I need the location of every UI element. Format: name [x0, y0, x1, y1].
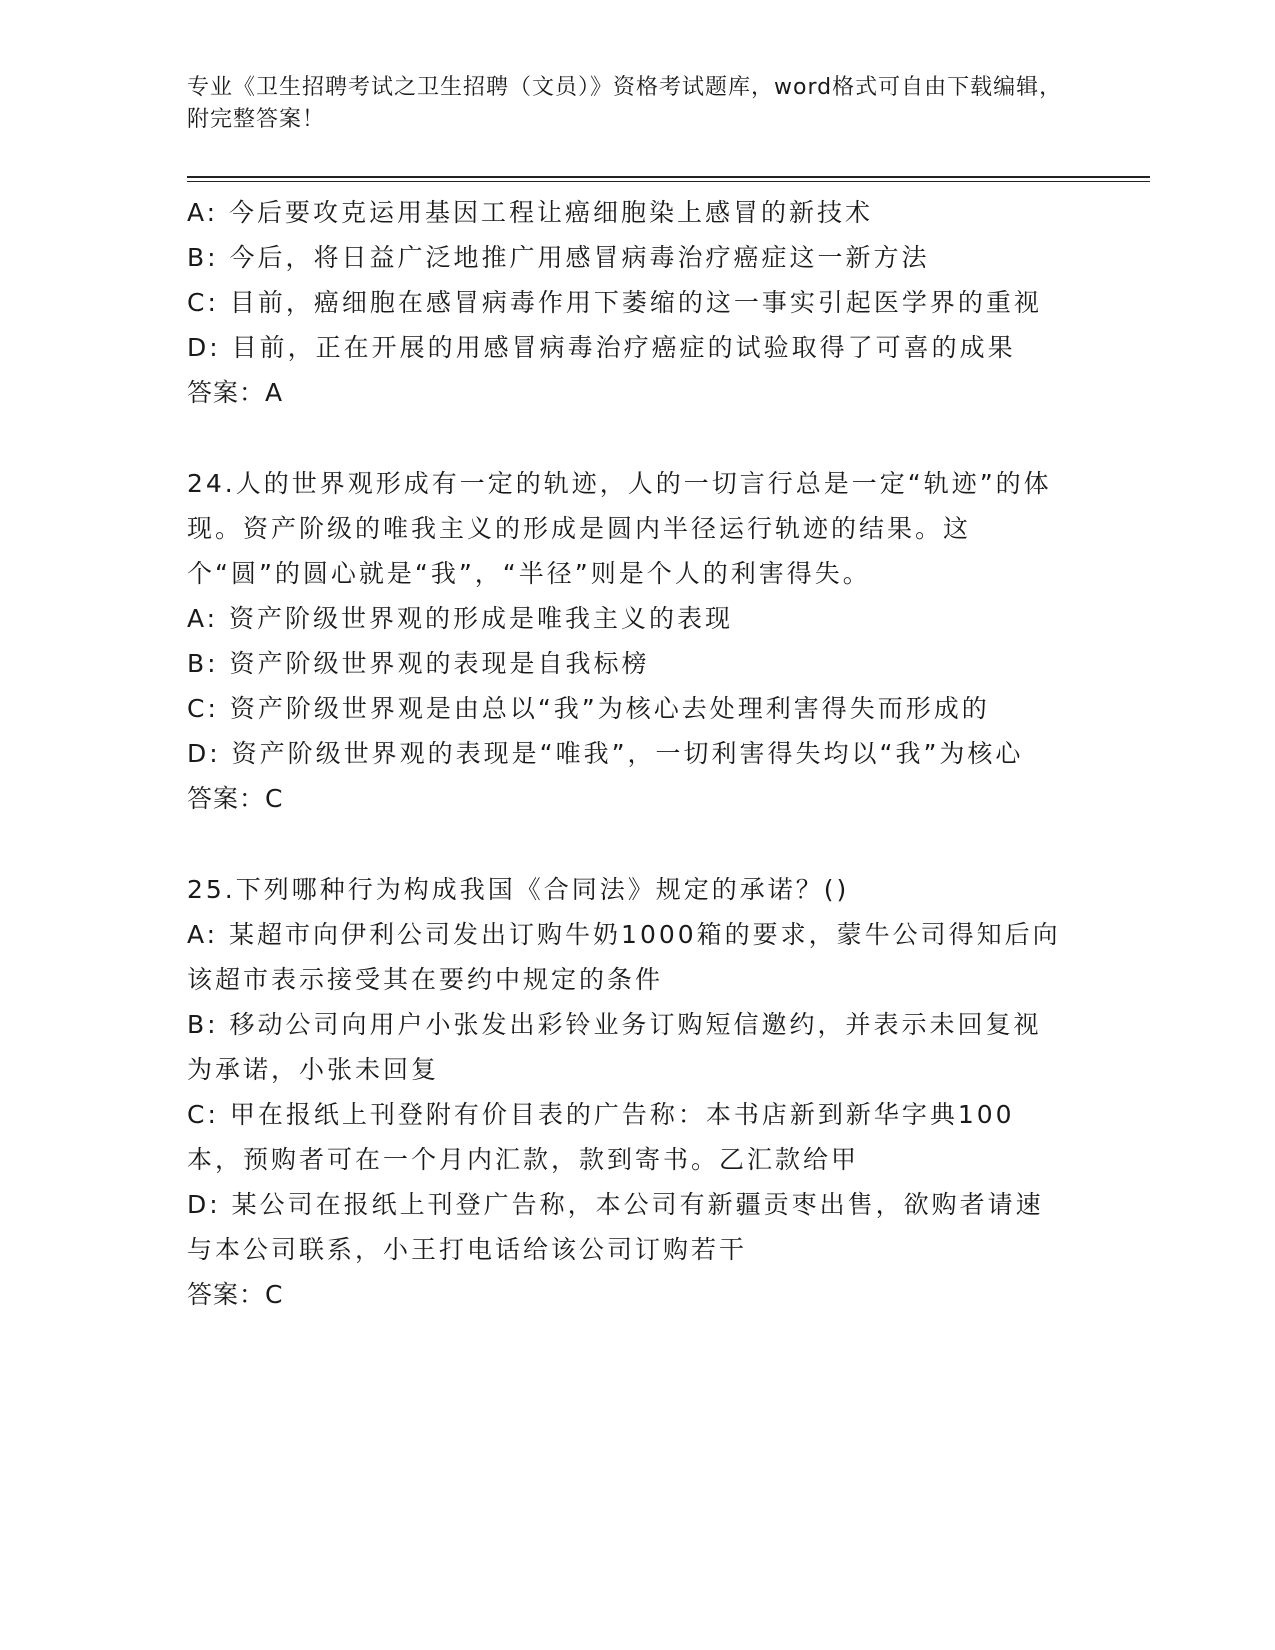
option-a: A: 某超市向伊利公司发出订购牛奶1000箱的要求，蒙牛公司得知后向该超市表示接受其在要约中规定的条件	[187, 920, 1061, 994]
question-25	[187, 867, 1067, 1317]
question-stem: 25.下列哪种行为构成我国《合同法》规定的承诺？()	[187, 875, 850, 904]
option-b: B: 移动公司向用户小张发出彩铃业务订购短信邀约，并表示未回复视为承诺，小张未回复	[187, 1010, 1042, 1084]
option-d: D: 目前，正在开展的用感冒病毒治疗癌症的试验取得了可喜的成果	[187, 333, 1016, 362]
header-divider	[187, 176, 1150, 182]
answer-line: 答案：A	[187, 378, 284, 407]
spacer	[187, 415, 1067, 461]
answer-line: 答案：C	[187, 784, 284, 813]
option-b: B: 资产阶级世界观的表现是自我标榜	[187, 649, 650, 678]
question-content	[187, 190, 1067, 1317]
answer-line: 答案：C	[187, 1280, 284, 1309]
previous-question	[187, 190, 1067, 415]
option-d: D: 某公司在报纸上刊登广告称，本公司有新疆贡枣出售，欲购者请速与本公司联系，小王打电话给该公司订购若干	[187, 1190, 1044, 1264]
option-b: B: 今后，将日益广泛地推广用感冒病毒治疗癌症这一新方法	[187, 243, 930, 272]
option-c: C: 资产阶级世界观是由总以“我”为核心去处理利害得失而形成的	[187, 694, 990, 723]
option-a: A: 资产阶级世界观的形成是唯我主义的表现	[187, 604, 734, 633]
question-stem: 24.人的世界观形成有一定的轨迹，人的一切言行总是一定“轨迹”的体现。资产阶级的唯我主义的形成是圆内半径运行轨迹的结果。这个“圆”的圆心就是“我”，“半径”则是个人的利害得失。	[187, 469, 1052, 588]
option-d: D: 资产阶级世界观的表现是“唯我”，一切利害得失均以“我”为核心	[187, 739, 1024, 768]
option-c: C: 目前，癌细胞在感冒病毒作用下萎缩的这一事实引起医学界的重视	[187, 288, 1042, 317]
document-header	[187, 72, 1067, 136]
spacer	[187, 821, 1067, 867]
header-title: 专业《卫生招聘考试之卫生招聘（文员）》资格考试题库，word格式可自由下载编辑，附完整答案！	[187, 75, 1063, 132]
option-c: C: 甲在报纸上刊登附有价目表的广告称：本书店新到新华字典100本，预购者可在一个月内汇款，款到寄书。乙汇款给甲	[187, 1100, 1015, 1174]
question-24	[187, 461, 1067, 821]
option-a: A: 今后要攻克运用基因工程让癌细胞染上感冒的新技术	[187, 198, 874, 227]
